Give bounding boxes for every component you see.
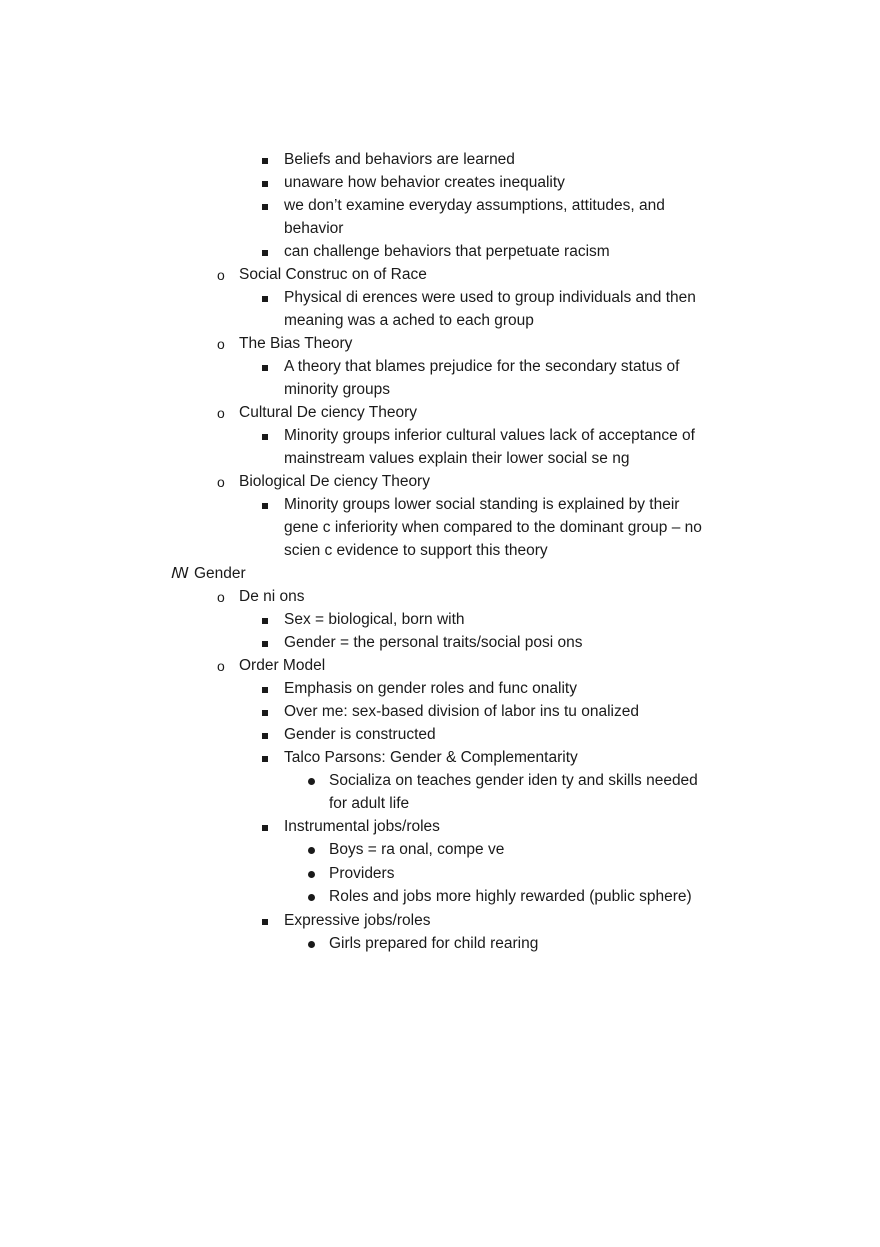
list-item-continuation: meaning was a ached to each group bbox=[284, 312, 534, 329]
square-bullet-icon bbox=[262, 725, 268, 745]
sub-list-item: Girls prepared for child rearing bbox=[329, 935, 539, 952]
list-item: Minority groups inferior cultural values lack of acceptance of bbox=[284, 427, 695, 444]
square-bullet-icon bbox=[262, 173, 268, 193]
square-bullet-icon bbox=[262, 817, 268, 837]
square-bullet-icon bbox=[262, 748, 268, 768]
list-item: Over me: sex-based division of labor ins tu onalized bbox=[284, 703, 639, 720]
list-item: Talco Parsons: Gender & Complementarity bbox=[284, 749, 578, 766]
list-item-continuation: gene c inferiority when compared to the dominant group – no bbox=[284, 519, 702, 536]
square-bullet-icon bbox=[262, 702, 268, 722]
section-heading: Cultural De ciency Theory bbox=[239, 404, 418, 421]
circle-bullet-icon: o bbox=[217, 336, 225, 352]
list-item: Gender = the personal traits/social posi ons bbox=[284, 634, 583, 651]
list-item-continuation: mainstream values explain their lower social se ng bbox=[284, 450, 630, 467]
square-bullet-icon bbox=[262, 288, 268, 308]
section-heading: Order Model bbox=[239, 657, 326, 674]
list-item: Expressive jobs/roles bbox=[284, 912, 431, 929]
list-item-continuation: scien c evidence to support this theory bbox=[284, 542, 548, 559]
list-item: A theory that blames prejudice for the secondary status of bbox=[284, 358, 680, 375]
square-bullet-icon bbox=[262, 495, 268, 515]
list-item: Instrumental jobs/roles bbox=[284, 818, 440, 835]
square-bullet-icon bbox=[262, 426, 268, 446]
list-item: Minority groups lower social standing is explained by their bbox=[284, 496, 680, 513]
list-item-continuation: behavior bbox=[284, 220, 344, 237]
sub-list-item: Socializa on teaches gender iden ty and skills needed bbox=[329, 772, 698, 789]
round-bullet-icon bbox=[308, 864, 315, 884]
square-bullet-icon bbox=[262, 357, 268, 377]
square-bullet-icon bbox=[262, 196, 268, 216]
square-bullet-icon bbox=[262, 242, 268, 262]
section-heading: The Bias Theory bbox=[239, 335, 353, 352]
circle-bullet-icon: o bbox=[217, 658, 225, 674]
circle-bullet-icon: o bbox=[217, 267, 225, 283]
list-item: Sex = biological, born with bbox=[284, 611, 465, 628]
section-heading: Social Construc on of Race bbox=[239, 266, 427, 283]
circle-bullet-icon: o bbox=[217, 474, 225, 490]
sub-list-item: Boys = ra onal, compe ve bbox=[329, 841, 505, 858]
list-item: Physical di erences were used to group individuals and then bbox=[284, 289, 696, 306]
section-heading: De ni ons bbox=[239, 588, 305, 605]
round-bullet-icon bbox=[308, 840, 315, 860]
circle-bullet-icon: o bbox=[217, 589, 225, 605]
list-item: unaware how behavior creates inequality bbox=[284, 174, 565, 191]
sub-list-item: Roles and jobs more highly rewarded (public sphere) bbox=[329, 888, 692, 905]
list-item: we don’t examine everyday assumptions, attitudes, and bbox=[284, 197, 665, 214]
swirl-bullet-icon: ꟿ bbox=[171, 565, 188, 582]
square-bullet-icon bbox=[262, 679, 268, 699]
section-heading: Biological De ciency Theory bbox=[239, 473, 430, 490]
list-item: Emphasis on gender roles and func onality bbox=[284, 680, 577, 697]
list-item: can challenge behaviors that perpetuate racism bbox=[284, 243, 610, 260]
list-item-continuation: minority groups bbox=[284, 381, 390, 398]
list-item: Gender is constructed bbox=[284, 726, 436, 743]
sub-list-item: Providers bbox=[329, 865, 395, 882]
round-bullet-icon bbox=[308, 934, 315, 954]
circle-bullet-icon: o bbox=[217, 405, 225, 421]
square-bullet-icon bbox=[262, 610, 268, 630]
round-bullet-icon bbox=[308, 887, 315, 907]
sub-list-item-continuation: for adult life bbox=[329, 795, 410, 812]
square-bullet-icon bbox=[262, 633, 268, 653]
square-bullet-icon bbox=[262, 911, 268, 931]
gender-heading: Gender bbox=[194, 565, 246, 582]
square-bullet-icon bbox=[262, 150, 268, 170]
round-bullet-icon bbox=[308, 771, 315, 791]
list-item: Beliefs and behaviors are learned bbox=[284, 151, 515, 168]
